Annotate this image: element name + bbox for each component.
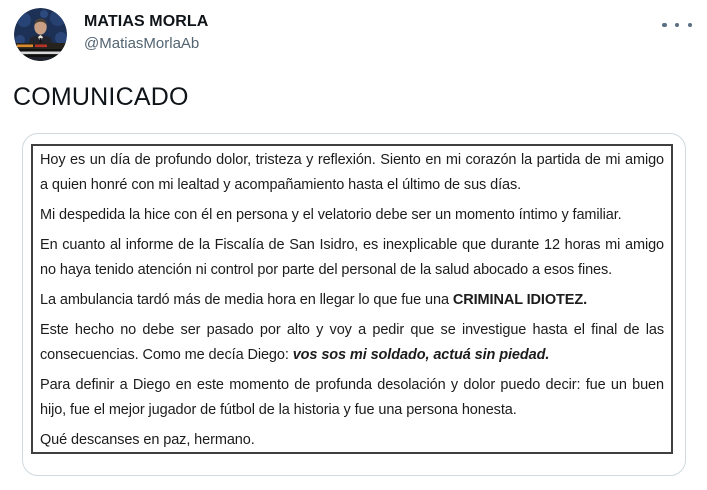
tweet-media-card[interactable] [22, 133, 686, 476]
statement-paragraph: Qué descanses en paz, hermano. [40, 432, 255, 448]
profile-photo-icon [14, 8, 67, 61]
statement-paragraph: Hoy es un día de profundo dolor, tristeza y reflexión. Siento en mi corazón la partida de mi amigo a quien honré con mi lealtad y acompañamiento hasta el último de sus días. [40, 152, 664, 193]
statement-document [31, 144, 673, 454]
statement-paragraph: Mi despedida la hice con él en persona y el velatorio debe ser un momento íntimo y familiar. [40, 207, 622, 223]
avatar[interactable] [14, 8, 67, 61]
ellipsis-dot-icon [662, 23, 667, 28]
statement-text: Este hecho no debe ser pasado por alto y voy a pedir que se investigue hasta el final de las consecuencias. Como me decía Diego: [40, 322, 664, 363]
statement-paragraph [40, 318, 664, 368]
statement-paragraph: Para definir a Diego en este momento de profunda desolación y dolor puedo decir: fue un buen hijo, fue el mejor jugador de fútbol de la historia y fue una persona honesta. [40, 377, 664, 418]
tweet-text: COMUNICADO [13, 83, 189, 111]
author-name[interactable]: MATIAS MORLA [84, 13, 209, 30]
ellipsis-dot-icon [688, 23, 693, 28]
statement-paragraph [40, 288, 664, 313]
author-handle[interactable]: @MatiasMorlaAb [84, 35, 200, 52]
more-options-button[interactable] [660, 18, 694, 32]
statement-quote-text: vos sos mi soldado, actuá sin piedad. [292, 347, 550, 363]
statement-bold-text: CRIMINAL IDIOTEZ. [452, 292, 588, 308]
ellipsis-dot-icon [675, 23, 680, 28]
statement-paragraph: En cuanto al informe de la Fiscalía de San Isidro, es inexplicable que durante 12 horas mi amigo no haya tenido atención ni control por parte del personal de la salud abocado a esos fines. [40, 237, 664, 278]
statement-text: La ambulancia tardó más de media hora en llegar lo que fue una [40, 292, 453, 308]
